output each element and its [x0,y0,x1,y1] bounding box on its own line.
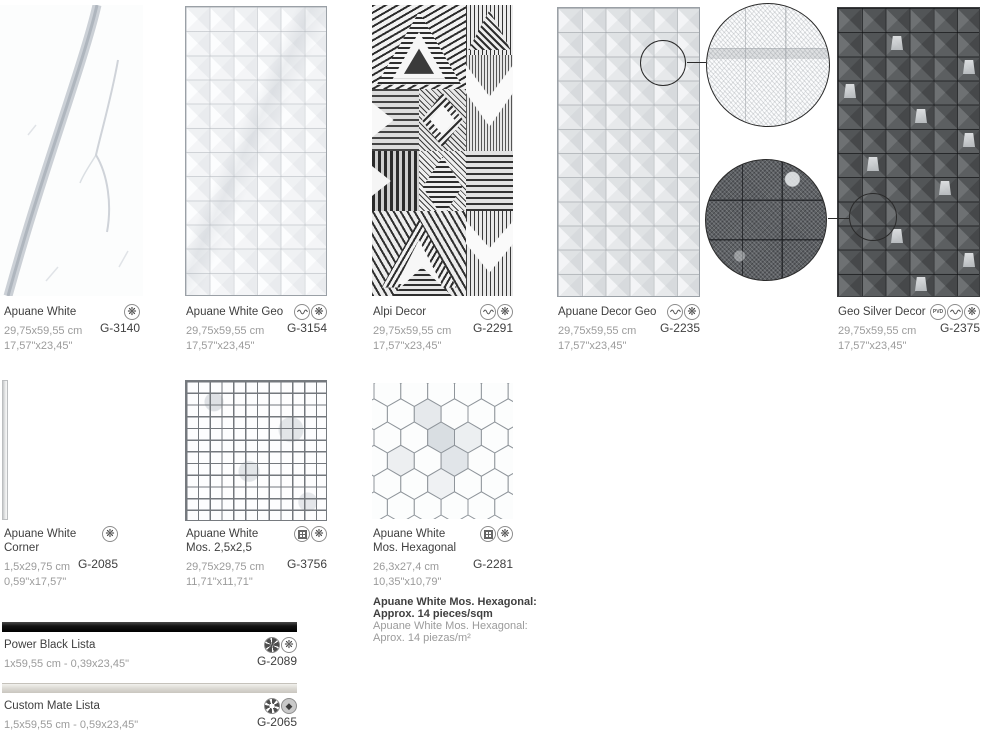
zoom-source-circle-left [640,40,686,86]
product-name-line2: Mos. 2,5x2,5 [186,542,252,554]
finish-icons [264,637,297,653]
finish-icons [102,526,118,542]
apuane-white-mosaic-25-tile-image [185,380,327,521]
tile-highlight [867,157,879,171]
product-card-alpi-decor [373,305,513,353]
product-name: Apuane White [4,528,77,540]
product-size-cm: 29,75x29,75 cm [186,561,265,573]
tile-highlight [891,229,903,243]
product-size-cm: 29,75x59,55 cm [373,325,452,337]
mesh-icon [480,526,496,542]
tile-highlight [963,253,975,267]
zoom-detail-circle-dark [705,159,827,281]
gear-icon [264,698,280,714]
product-code: G-2065 [256,715,297,729]
note-line-bold-2: Approx. 14 pieces/sqm [373,608,493,620]
zoom-connector-line-left [687,62,706,63]
apuane-white-mosaic-hexagonal-tile-image [372,383,513,519]
snowflake-icon: ❋ [964,304,980,320]
product-size-inch: 17,57"x23,45" [838,340,907,352]
product-size: 1x59,55 cm - 0,39x23,45" [4,658,129,670]
product-name: Alpi Decor [373,306,427,318]
product-size-inch: 17,57"x23,45" [186,340,255,352]
product-code: G-2085 [77,557,118,571]
marble-veins-graphic [0,5,143,296]
product-card-apuane-white-geo [186,305,327,353]
finish-icons [480,526,513,542]
product-code: G-3756 [286,557,327,571]
product-name: Apuane White [373,528,446,540]
product-name: Geo Silver Decor [838,306,926,318]
segments-icon [264,637,280,653]
finish-icons [264,698,297,714]
tile-highlight [963,133,975,147]
product-name: Custom Mate Lista [4,700,100,712]
wave-icon [294,304,310,320]
snowflake-icon: ❋ [497,526,513,542]
geo-silver-decor-tile-image [837,7,980,297]
wave-icon [667,304,683,320]
alpi-decor-tile-image [372,5,513,296]
product-size: 1,5x59,55 cm - 0,59x23,45" [4,719,139,731]
hexagonal-pieces-note [373,596,538,644]
snowflake-icon: ❋ [124,304,140,320]
product-name: Apuane White [4,306,77,318]
hex-mosaic-graphic [372,383,513,519]
finish-icons [294,526,327,542]
tile-highlight [915,109,927,123]
product-code: G-2089 [256,654,297,668]
apuane-white-tile-image [0,5,143,296]
finish-icons [124,304,140,320]
product-code: G-3140 [99,321,140,335]
note-line-gray-2: Aprox. 14 piezas/m² [373,632,471,644]
note-line-gray-1: Apuane White Mos. Hexagonal: [373,620,528,632]
note-line-bold-1: Apuane White Mos. Hexagonal: [373,596,537,608]
product-name-line2: Mos. Hexagonal [373,542,457,554]
wave-icon [480,304,496,320]
finish-icons [667,304,700,320]
mesh-icon [294,526,310,542]
product-name: Apuane White Geo [186,306,284,318]
snowflake-icon: ❋ [311,526,327,542]
apuane-white-corner-tile-image [2,380,8,520]
product-name: Apuane Decor Geo [558,306,657,318]
product-size-cm: 1,5x29,75 cm [4,561,71,573]
product-card-apuane-white-mos-hexagonal [373,527,513,589]
snowflake-icon: ❋ [684,304,700,320]
product-size-inch: 10,35"x10,79" [373,576,442,588]
zoom-connector-line-right [828,218,849,219]
zoom-source-circle-right [849,193,897,241]
product-size-inch: 17,57"x23,45" [558,340,627,352]
product-size-cm: 29,75x59,55 cm [186,325,265,337]
wave-icon [947,304,963,320]
product-code: G-2291 [472,321,513,335]
product-name: Apuane White [186,528,259,540]
product-code: G-2375 [939,321,980,335]
tile-highlight [939,181,951,195]
product-name: Power Black Lista [4,639,96,651]
tile-highlight [915,277,927,291]
product-code: G-3154 [286,321,327,335]
snowflake-icon: ❋ [497,304,513,320]
finish-icons [930,304,980,320]
finish-icons [480,304,513,320]
snowflake-icon: ❋ [102,526,118,542]
product-card-apuane-white [4,305,140,353]
product-size-inch: 17,57"x23,45" [373,340,442,352]
apuane-white-geo-tile-image [185,6,327,296]
tile-highlight [963,60,975,74]
product-card-apuane-white-mos-25 [186,527,327,589]
diamond-icon: ◆ [281,698,297,714]
product-size-cm: 26,3x27,4 cm [373,561,440,573]
product-size-cm: 29,75x59,55 cm [838,325,917,337]
custom-mate-lista-tile-image [2,683,297,693]
finish-icons [294,304,327,320]
product-size-inch: 0,59"x17,57" [4,576,67,588]
tile-highlight [891,36,903,50]
product-size-cm: 29,75x59,55 cm [4,325,83,337]
snowflake-icon: ❋ [281,637,297,653]
product-name-line2: Corner [4,542,40,554]
product-size-cm: 29,75x59,55 cm [558,325,637,337]
product-code: G-2281 [472,557,513,571]
product-card-geo-silver-decor [838,305,980,353]
product-card-apuane-white-corner [4,527,118,589]
product-card-apuane-decor-geo [558,305,700,353]
product-code: G-2235 [659,321,700,335]
product-card-power-black-lista [4,638,297,672]
product-size-inch: 11,71"x11,71" [186,576,253,588]
decor-patch [466,151,513,211]
power-black-lista-tile-image [2,622,297,632]
tile-highlight [844,84,856,98]
product-size-inch: 17,57"x23,45" [4,340,73,352]
zoom-detail-circle-white [706,3,830,127]
product-card-custom-mate-lista [4,699,297,733]
pvd-icon: PVD [930,304,946,320]
snowflake-icon: ❋ [311,304,327,320]
